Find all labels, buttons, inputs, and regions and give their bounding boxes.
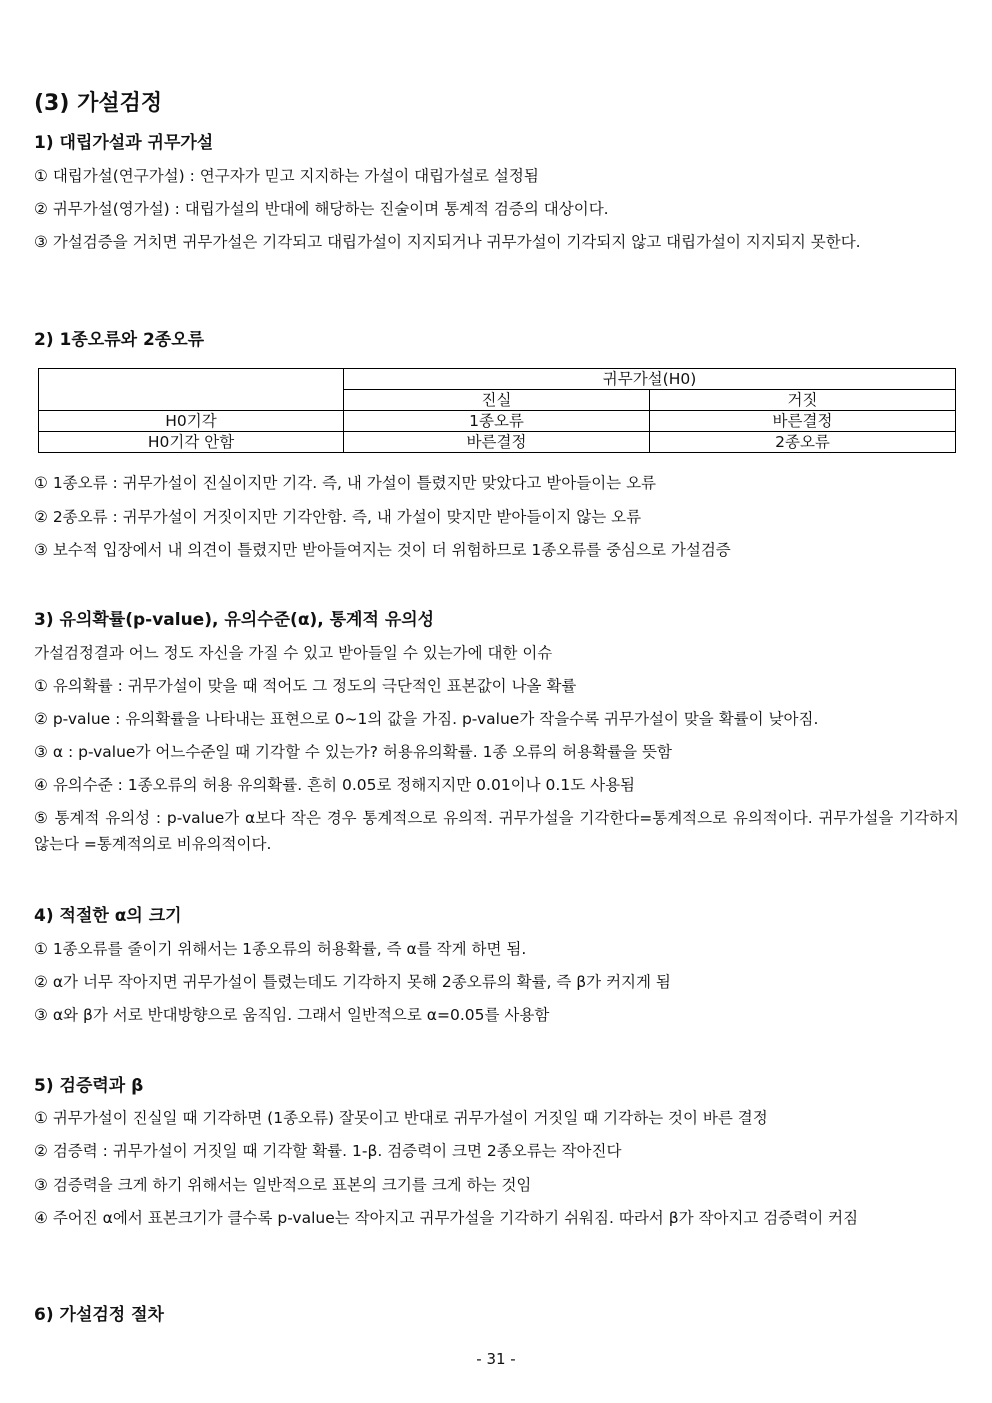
section-title: (3) 가설검정 [34,91,163,116]
table-row [39,432,956,453]
s3-heading: 3) 유의확률(p-value), 유의수준(α), 통계적 유의성 [34,610,435,630]
table-cell: 바른결정 [650,411,956,432]
error-type-table [38,368,956,453]
s3-item-1: ① 유의확률 : 귀무가설이 맞을 때 적어도 그 정도의 극단적인 표본값이 나올 확률 [34,677,577,695]
table-cell: 2종오류 [650,432,956,453]
s3-item-4: ④ 유의수준 : 1종오류의 허용 유의확률. 흔히 0.05로 정해지지만 0.01이나 0.1도 사용됨 [34,776,636,794]
table-header-false: 거짓 [650,390,956,411]
table-row [39,411,956,432]
table-cell: 바른결정 [344,432,650,453]
s5-heading: 5) 검증력과 β [34,1076,144,1096]
table-header-true: 진실 [344,390,650,411]
s4-item-3: ③ α와 β가 서로 반대방향으로 움직임. 그래서 일반적으로 α=0.05를 사용함 [34,1006,550,1024]
table-corner-cell [39,369,344,411]
s2-item-3: ③ 보수적 입장에서 내 의견이 틀렸지만 받아들여지는 것이 더 위험하므로 1종오류를 중심으로 가설검증 [34,541,731,559]
s3-item-3: ③ α : p-value가 어느수준일 때 기각할 수 있는가? 허용유의확률. 1종 오류의 허용확률을 뜻함 [34,743,672,761]
s3-intro: 가설검정결과 어느 정도 자신을 가질 수 있고 받아들일 수 있는가에 대한 이슈 [34,644,553,662]
s6-heading: 6) 가설검정 절차 [34,1305,164,1325]
s5-item-4: ④ 주어진 α에서 표본크기가 클수록 p-value는 작아지고 귀무가설을 기각하기 쉬워짐. 따라서 β가 작아지고 검증력이 커짐 [34,1209,859,1227]
s5-item-2: ② 검증력 : 귀무가설이 거짓일 때 기각할 확률. 1-β. 검증력이 크면 2종오류는 작아진다 [34,1142,622,1160]
s5-item-1: ① 귀무가설이 진실일 때 기각하면 (1종오류) 잘못이고 반대로 귀무가설이 거짓일 때 기각하는 것이 바른 결정 [34,1109,768,1127]
row-label: H0기각 안함 [39,432,344,453]
s1-item-2: ② 귀무가설(영가설) : 대립가설의 반대에 해당하는 진술이며 통계적 검증의 대상이다. [34,200,609,218]
s2-item-2: ② 2종오류 : 귀무가설이 거짓이지만 기각안함. 즉, 내 가설이 맞지만 받아들이지 않는 오류 [34,508,642,526]
s1-item-1: ① 대립가설(연구가설) : 연구자가 믿고 지지하는 가설이 대립가설로 설정됨 [34,167,539,185]
s3-item-2: ② p-value : 유의확률을 나타내는 표현으로 0~1의 값을 가짐. p-value가 작을수록 귀무가설이 맞을 확률이 낮아짐. [34,710,819,728]
page-number: - 31 - [476,1350,516,1368]
s5-item-3: ③ 검증력을 크게 하기 위해서는 일반적으로 표본의 크기를 크게 하는 것임 [34,1176,532,1194]
s3-item-5: ⑤ 통계적 유의성 : p-value가 α보다 작은 경우 통계적으로 유의적. 귀무가설을 기각한다=통계적으로 유의적이다. 귀무가설을 기각하지 않는다 =통계적의로 비유의적이다. [34,809,959,853]
table-header-h0: 귀무가설(H0) [344,369,956,390]
s4-heading: 4) 적절한 α의 크기 [34,906,182,926]
s2-heading: 2) 1종오류와 2종오류 [34,330,205,350]
s4-item-2: ② α가 너무 작아지면 귀무가설이 틀렸는데도 기각하지 못해 2종오류의 확률, 즉 β가 커지게 됨 [34,973,671,991]
s2-item-1: ① 1종오류 : 귀무가설이 진실이지만 기각. 즉, 내 가설이 틀렸지만 맞았다고 받아들이는 오류 [34,474,657,492]
s1-item-3: ③ 가설검증을 거치면 귀무가설은 기각되고 대립가설이 지지되거나 귀무가설이 기각되지 않고 대립가설이 지지되지 못한다. [34,233,861,251]
table-cell: 1종오류 [344,411,650,432]
s4-item-1: ① 1종오류를 줄이기 위해서는 1종오류의 허용확률, 즉 α를 작게 하면 됨. [34,940,527,958]
row-label: H0기각 [39,411,344,432]
s1-heading: 1) 대립가설과 귀무가설 [34,133,214,153]
